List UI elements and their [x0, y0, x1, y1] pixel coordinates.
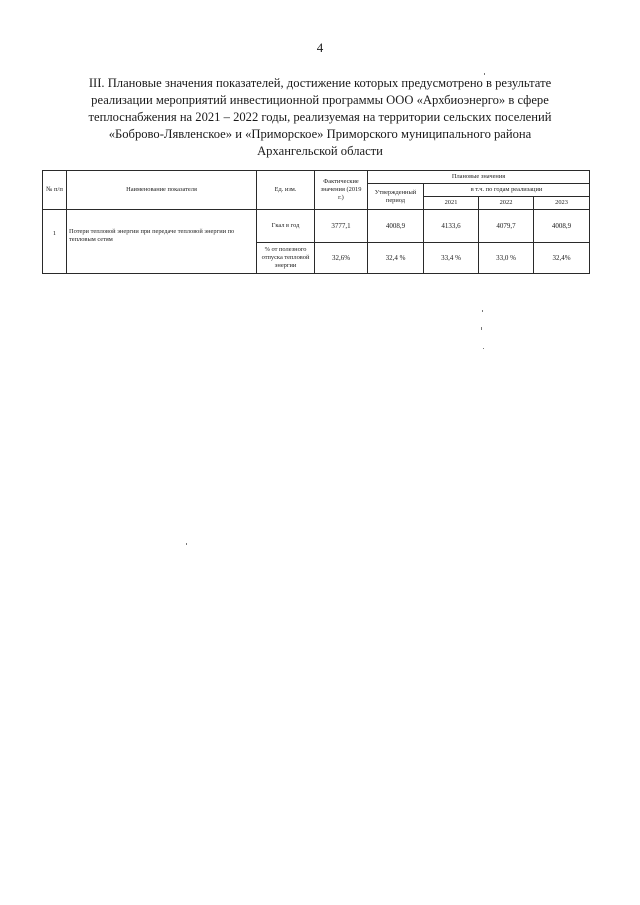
header-year: 2023 — [534, 197, 590, 210]
row-approved: 4008,9 — [368, 210, 424, 243]
scan-speck — [186, 543, 187, 545]
header-year: 2022 — [479, 197, 534, 210]
header-by-years: в т.ч. по годам реализации — [424, 184, 590, 197]
header-name: Наименование показателя — [67, 171, 257, 210]
section-heading — [60, 75, 580, 160]
header-actual: Фактические значения (2019 г.) — [315, 171, 368, 210]
heading-line: Архангельской области — [257, 144, 383, 158]
heading-line: III. Плановые значения показателей, достижение которых предусмотрено в результате — [88, 76, 552, 90]
heading-line: «Боброво-Лявленское» и «Приморское» Приморского муниципального района — [108, 127, 532, 141]
row-indicator-name: Потери тепловой энергии при передаче тепловой энергии по тепловым сетям — [67, 210, 257, 274]
row-2021: 33,4 % — [424, 243, 479, 274]
row-2023: 32,4% — [534, 243, 590, 274]
scan-speck — [482, 310, 483, 312]
row-num: 1 — [43, 210, 67, 274]
scan-speck — [481, 327, 482, 330]
header-approved-period: Утвержденный период — [368, 184, 424, 210]
row-2021: 4133,6 — [424, 210, 479, 243]
row-2023: 4008,9 — [534, 210, 590, 243]
header-planned: Плановые значения — [368, 171, 590, 184]
row-unit: Гкал в год — [257, 210, 315, 243]
row-unit: % от полезного отпуска тепловой энергии — [257, 243, 315, 274]
heading-line: реализации мероприятий инвестиционной программы ООО «Архбиоэнерго» в сфере — [91, 93, 549, 107]
heading-line: теплоснабжения на 2021 – 2022 годы, реализуемая на территории сельских поселений — [88, 110, 552, 124]
row-2022: 4079,7 — [479, 210, 534, 243]
row-2022: 33,0 % — [479, 243, 534, 274]
scan-speck — [484, 73, 485, 75]
header-year: 2021 — [424, 197, 479, 210]
header-unit: Ед. изм. — [257, 171, 315, 210]
row-approved: 32,4 % — [368, 243, 424, 274]
table-row — [43, 210, 590, 243]
scan-speck — [483, 348, 484, 349]
row-actual: 32,6% — [315, 243, 368, 274]
row-actual: 3777,1 — [315, 210, 368, 243]
indicators-table — [42, 170, 590, 274]
page-number: 4 — [316, 40, 324, 55]
header-num: № п/п — [43, 171, 67, 210]
